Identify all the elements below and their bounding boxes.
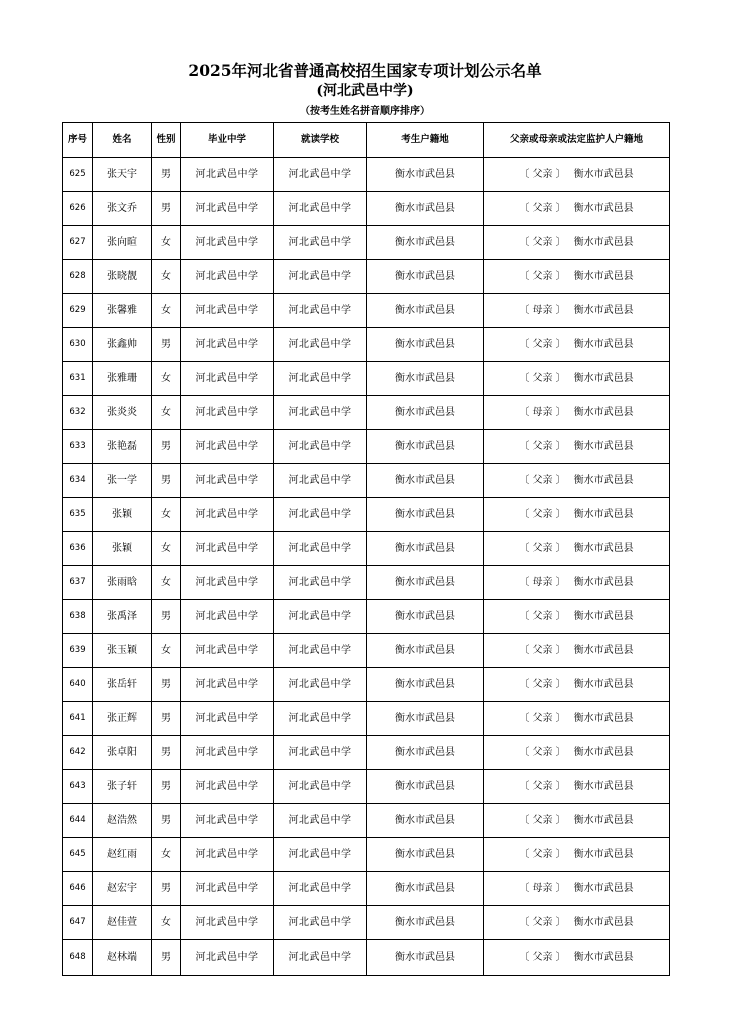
table-row [63, 940, 670, 976]
table-row [63, 328, 670, 362]
parent-hukou-value: 衡水市武邑县 [573, 610, 634, 622]
cell-graduation-school: 河北武邑中学 [181, 906, 274, 940]
parent-relation: 〔 父亲 〕 [519, 236, 566, 248]
cell-gender: 女 [152, 532, 181, 566]
table-row [63, 498, 670, 532]
cell-parent-hukou [484, 702, 670, 736]
cell-number: 637 [63, 566, 93, 600]
parent-relation: 〔 父亲 〕 [519, 712, 566, 724]
parent-relation: 〔 父亲 〕 [519, 372, 566, 384]
cell-graduation-school: 河北武邑中学 [181, 736, 274, 770]
sort-note: （按考生姓名拼音顺序排序） [300, 106, 430, 117]
parent-relation: 〔 父亲 〕 [519, 644, 566, 656]
cell-graduation-school: 河北武邑中学 [181, 634, 274, 668]
cell-graduation-school: 河北武邑中学 [181, 226, 274, 260]
document-title: 2025年河北省普通高校招生国家专项计划公示名单 [188, 61, 542, 80]
cell-gender: 女 [152, 634, 181, 668]
cell-parent-hukou [484, 294, 670, 328]
cell-gender: 男 [152, 804, 181, 838]
parent-hukou-value: 衡水市武邑县 [573, 576, 634, 588]
cell-number: 625 [63, 158, 93, 192]
cell-current-school: 河北武邑中学 [274, 804, 367, 838]
parent-hukou-value: 衡水市武邑县 [573, 236, 634, 248]
cell-name: 赵红雨 [93, 838, 152, 872]
cell-parent-hukou [484, 872, 670, 906]
table-row [63, 566, 670, 600]
cell-number: 639 [63, 634, 93, 668]
cell-graduation-school: 河北武邑中学 [181, 532, 274, 566]
cell-hukou: 衡水市武邑县 [367, 668, 484, 702]
cell-parent-hukou [484, 668, 670, 702]
parent-relation: 〔 父亲 〕 [519, 474, 566, 486]
parent-relation: 〔 母亲 〕 [519, 406, 566, 418]
cell-number: 629 [63, 294, 93, 328]
parent-relation: 〔 父亲 〕 [519, 440, 566, 452]
cell-graduation-school: 河北武邑中学 [181, 260, 274, 294]
cell-hukou: 衡水市武邑县 [367, 702, 484, 736]
parent-hukou-value: 衡水市武邑县 [573, 474, 634, 486]
cell-gender: 女 [152, 396, 181, 430]
cell-hukou: 衡水市武邑县 [367, 158, 484, 192]
roster-table [62, 122, 670, 976]
cell-name: 张文乔 [93, 192, 152, 226]
parent-relation: 〔 父亲 〕 [519, 746, 566, 758]
cell-name: 赵林端 [93, 940, 152, 976]
parent-hukou-value: 衡水市武邑县 [573, 712, 634, 724]
cell-name: 张颖 [93, 498, 152, 532]
cell-parent-hukou [484, 600, 670, 634]
parent-relation: 〔 父亲 〕 [519, 951, 566, 963]
cell-hukou: 衡水市武邑县 [367, 260, 484, 294]
table-row [63, 430, 670, 464]
cell-graduation-school: 河北武邑中学 [181, 770, 274, 804]
cell-current-school: 河北武邑中学 [274, 158, 367, 192]
cell-hukou: 衡水市武邑县 [367, 770, 484, 804]
column-header-number: 序号 [63, 123, 93, 158]
table-row [63, 158, 670, 192]
parent-hukou-value: 衡水市武邑县 [573, 406, 634, 418]
cell-hukou: 衡水市武邑县 [367, 736, 484, 770]
cell-parent-hukou [484, 770, 670, 804]
table-row [63, 770, 670, 804]
cell-hukou: 衡水市武邑县 [367, 396, 484, 430]
cell-gender: 男 [152, 328, 181, 362]
cell-parent-hukou [484, 838, 670, 872]
cell-current-school: 河北武邑中学 [274, 770, 367, 804]
cell-number: 633 [63, 430, 93, 464]
cell-number: 636 [63, 532, 93, 566]
cell-parent-hukou [484, 906, 670, 940]
cell-name: 张雅珊 [93, 362, 152, 396]
table-row [63, 294, 670, 328]
parent-hukou-value: 衡水市武邑县 [573, 270, 634, 282]
parent-hukou-value: 衡水市武邑县 [573, 372, 634, 384]
cell-parent-hukou [484, 328, 670, 362]
cell-current-school: 河北武邑中学 [274, 192, 367, 226]
cell-parent-hukou [484, 192, 670, 226]
parent-relation: 〔 父亲 〕 [519, 916, 566, 928]
parent-relation: 〔 父亲 〕 [519, 508, 566, 520]
cell-number: 627 [63, 226, 93, 260]
cell-number: 644 [63, 804, 93, 838]
column-header-current-school: 就读学校 [274, 123, 367, 158]
cell-parent-hukou [484, 362, 670, 396]
cell-graduation-school: 河北武邑中学 [181, 872, 274, 906]
cell-current-school: 河北武邑中学 [274, 702, 367, 736]
cell-graduation-school: 河北武邑中学 [181, 294, 274, 328]
parent-relation: 〔 父亲 〕 [519, 338, 566, 350]
cell-name: 张禹泽 [93, 600, 152, 634]
cell-graduation-school: 河北武邑中学 [181, 430, 274, 464]
cell-graduation-school: 河北武邑中学 [181, 668, 274, 702]
cell-gender: 男 [152, 668, 181, 702]
table-row [63, 668, 670, 702]
cell-gender: 男 [152, 702, 181, 736]
cell-current-school: 河北武邑中学 [274, 498, 367, 532]
cell-name: 赵佳萱 [93, 906, 152, 940]
parent-hukou-value: 衡水市武邑县 [573, 508, 634, 520]
table-row [63, 838, 670, 872]
cell-hukou: 衡水市武邑县 [367, 464, 484, 498]
cell-gender: 男 [152, 770, 181, 804]
parent-hukou-value: 衡水市武邑县 [573, 848, 634, 860]
cell-name: 张雨晗 [93, 566, 152, 600]
table-row [63, 362, 670, 396]
column-header-parent-hukou: 父亲或母亲或法定监护人户籍地 [484, 123, 670, 158]
cell-hukou: 衡水市武邑县 [367, 192, 484, 226]
cell-number: 645 [63, 838, 93, 872]
cell-number: 648 [63, 940, 93, 976]
cell-name: 张艳磊 [93, 430, 152, 464]
table-row [63, 872, 670, 906]
cell-name: 赵浩然 [93, 804, 152, 838]
cell-hukou: 衡水市武邑县 [367, 566, 484, 600]
cell-hukou: 衡水市武邑县 [367, 532, 484, 566]
cell-parent-hukou [484, 226, 670, 260]
cell-name: 张鑫帅 [93, 328, 152, 362]
cell-number: 643 [63, 770, 93, 804]
cell-name: 张颖 [93, 532, 152, 566]
cell-name: 张玉颖 [93, 634, 152, 668]
parent-relation: 〔 母亲 〕 [519, 304, 566, 316]
cell-name: 张天宇 [93, 158, 152, 192]
cell-gender: 女 [152, 362, 181, 396]
parent-relation: 〔 父亲 〕 [519, 610, 566, 622]
table-row [63, 600, 670, 634]
column-header-name: 姓名 [93, 123, 152, 158]
cell-number: 640 [63, 668, 93, 702]
cell-graduation-school: 河北武邑中学 [181, 838, 274, 872]
cell-hukou: 衡水市武邑县 [367, 804, 484, 838]
table-row [63, 396, 670, 430]
cell-hukou: 衡水市武邑县 [367, 362, 484, 396]
parent-relation: 〔 父亲 〕 [519, 848, 566, 860]
table-row [63, 260, 670, 294]
cell-gender: 男 [152, 736, 181, 770]
table-row [63, 464, 670, 498]
cell-graduation-school: 河北武邑中学 [181, 498, 274, 532]
cell-name: 张岳轩 [93, 668, 152, 702]
parent-hukou-value: 衡水市武邑县 [573, 440, 634, 452]
table-row [63, 906, 670, 940]
cell-graduation-school: 河北武邑中学 [181, 158, 274, 192]
parent-relation: 〔 母亲 〕 [519, 576, 566, 588]
cell-number: 630 [63, 328, 93, 362]
cell-gender: 男 [152, 158, 181, 192]
cell-graduation-school: 河北武邑中学 [181, 328, 274, 362]
cell-number: 632 [63, 396, 93, 430]
parent-hukou-value: 衡水市武邑县 [573, 168, 634, 180]
cell-parent-hukou [484, 532, 670, 566]
cell-number: 638 [63, 600, 93, 634]
cell-hukou: 衡水市武邑县 [367, 430, 484, 464]
cell-name: 张子轩 [93, 770, 152, 804]
cell-hukou: 衡水市武邑县 [367, 328, 484, 362]
cell-number: 635 [63, 498, 93, 532]
cell-hukou: 衡水市武邑县 [367, 600, 484, 634]
cell-name: 赵宏宇 [93, 872, 152, 906]
cell-number: 634 [63, 464, 93, 498]
cell-current-school: 河北武邑中学 [274, 226, 367, 260]
cell-hukou: 衡水市武邑县 [367, 294, 484, 328]
parent-hukou-value: 衡水市武邑县 [573, 644, 634, 656]
cell-parent-hukou [484, 940, 670, 976]
column-header-hukou: 考生户籍地 [367, 123, 484, 158]
cell-current-school: 河北武邑中学 [274, 566, 367, 600]
cell-name: 张卓阳 [93, 736, 152, 770]
cell-current-school: 河北武邑中学 [274, 906, 367, 940]
cell-graduation-school: 河北武邑中学 [181, 396, 274, 430]
parent-hukou-value: 衡水市武邑县 [573, 202, 634, 214]
cell-hukou: 衡水市武邑县 [367, 498, 484, 532]
cell-current-school: 河北武邑中学 [274, 464, 367, 498]
table-row [63, 532, 670, 566]
cell-name: 张正辉 [93, 702, 152, 736]
cell-gender: 女 [152, 498, 181, 532]
cell-current-school: 河北武邑中学 [274, 940, 367, 976]
cell-current-school: 河北武邑中学 [274, 430, 367, 464]
parent-hukou-value: 衡水市武邑县 [573, 678, 634, 690]
column-header-graduation-school: 毕业中学 [181, 123, 274, 158]
parent-hukou-value: 衡水市武邑县 [573, 916, 634, 928]
cell-number: 628 [63, 260, 93, 294]
cell-name: 张向暄 [93, 226, 152, 260]
cell-graduation-school: 河北武邑中学 [181, 804, 274, 838]
parent-hukou-value: 衡水市武邑县 [573, 780, 634, 792]
cell-number: 642 [63, 736, 93, 770]
cell-name: 张炎炎 [93, 396, 152, 430]
parent-hukou-value: 衡水市武邑县 [573, 338, 634, 350]
cell-current-school: 河北武邑中学 [274, 736, 367, 770]
cell-graduation-school: 河北武邑中学 [181, 464, 274, 498]
cell-hukou: 衡水市武邑县 [367, 906, 484, 940]
cell-parent-hukou [484, 804, 670, 838]
cell-graduation-school: 河北武邑中学 [181, 600, 274, 634]
cell-parent-hukou [484, 260, 670, 294]
cell-current-school: 河北武邑中学 [274, 532, 367, 566]
parent-relation: 〔 父亲 〕 [519, 678, 566, 690]
cell-parent-hukou [484, 566, 670, 600]
cell-current-school: 河北武邑中学 [274, 328, 367, 362]
cell-current-school: 河北武邑中学 [274, 396, 367, 430]
parent-hukou-value: 衡水市武邑县 [573, 814, 634, 826]
table-row [63, 226, 670, 260]
cell-current-school: 河北武邑中学 [274, 668, 367, 702]
table-row [63, 804, 670, 838]
cell-current-school: 河北武邑中学 [274, 634, 367, 668]
cell-number: 646 [63, 872, 93, 906]
parent-relation: 〔 父亲 〕 [519, 202, 566, 214]
cell-parent-hukou [484, 464, 670, 498]
cell-gender: 男 [152, 430, 181, 464]
cell-hukou: 衡水市武邑县 [367, 872, 484, 906]
parent-hukou-value: 衡水市武邑县 [573, 542, 634, 554]
cell-gender: 女 [152, 566, 181, 600]
parent-relation: 〔 父亲 〕 [519, 780, 566, 792]
cell-gender: 女 [152, 226, 181, 260]
table-row [63, 702, 670, 736]
cell-graduation-school: 河北武邑中学 [181, 940, 274, 976]
cell-hukou: 衡水市武邑县 [367, 226, 484, 260]
cell-parent-hukou [484, 396, 670, 430]
table-row [63, 736, 670, 770]
cell-gender: 女 [152, 260, 181, 294]
parent-hukou-value: 衡水市武邑县 [573, 882, 634, 894]
cell-gender: 男 [152, 192, 181, 226]
cell-current-school: 河北武邑中学 [274, 872, 367, 906]
cell-hukou: 衡水市武邑县 [367, 838, 484, 872]
cell-number: 626 [63, 192, 93, 226]
cell-current-school: 河北武邑中学 [274, 260, 367, 294]
cell-gender: 男 [152, 464, 181, 498]
cell-graduation-school: 河北武邑中学 [181, 566, 274, 600]
parent-relation: 〔 父亲 〕 [519, 542, 566, 554]
cell-current-school: 河北武邑中学 [274, 294, 367, 328]
cell-number: 641 [63, 702, 93, 736]
column-header-gender: 性别 [152, 123, 181, 158]
cell-hukou: 衡水市武邑县 [367, 940, 484, 976]
cell-gender: 女 [152, 294, 181, 328]
cell-hukou: 衡水市武邑县 [367, 634, 484, 668]
cell-parent-hukou [484, 498, 670, 532]
cell-gender: 女 [152, 906, 181, 940]
cell-number: 647 [63, 906, 93, 940]
cell-graduation-school: 河北武邑中学 [181, 362, 274, 396]
parent-hukou-value: 衡水市武邑县 [573, 746, 634, 758]
table-header-row [63, 123, 670, 158]
cell-name: 张晓靓 [93, 260, 152, 294]
cell-graduation-school: 河北武邑中学 [181, 702, 274, 736]
parent-relation: 〔 父亲 〕 [519, 814, 566, 826]
cell-current-school: 河北武邑中学 [274, 600, 367, 634]
parent-relation: 〔 母亲 〕 [519, 882, 566, 894]
cell-parent-hukou [484, 430, 670, 464]
table-row [63, 192, 670, 226]
cell-gender: 男 [152, 940, 181, 976]
cell-parent-hukou [484, 634, 670, 668]
cell-number: 631 [63, 362, 93, 396]
parent-hukou-value: 衡水市武邑县 [573, 304, 634, 316]
cell-parent-hukou [484, 736, 670, 770]
cell-current-school: 河北武邑中学 [274, 838, 367, 872]
cell-gender: 男 [152, 600, 181, 634]
cell-current-school: 河北武邑中学 [274, 362, 367, 396]
parent-relation: 〔 父亲 〕 [519, 270, 566, 282]
table-row [63, 634, 670, 668]
cell-name: 张一学 [93, 464, 152, 498]
parent-relation: 〔 父亲 〕 [519, 168, 566, 180]
parent-hukou-value: 衡水市武邑县 [573, 951, 634, 963]
cell-parent-hukou [484, 158, 670, 192]
cell-gender: 女 [152, 838, 181, 872]
cell-gender: 男 [152, 872, 181, 906]
cell-graduation-school: 河北武邑中学 [181, 192, 274, 226]
cell-name: 张馨雅 [93, 294, 152, 328]
document-subtitle: (河北武邑中学) [316, 83, 414, 99]
